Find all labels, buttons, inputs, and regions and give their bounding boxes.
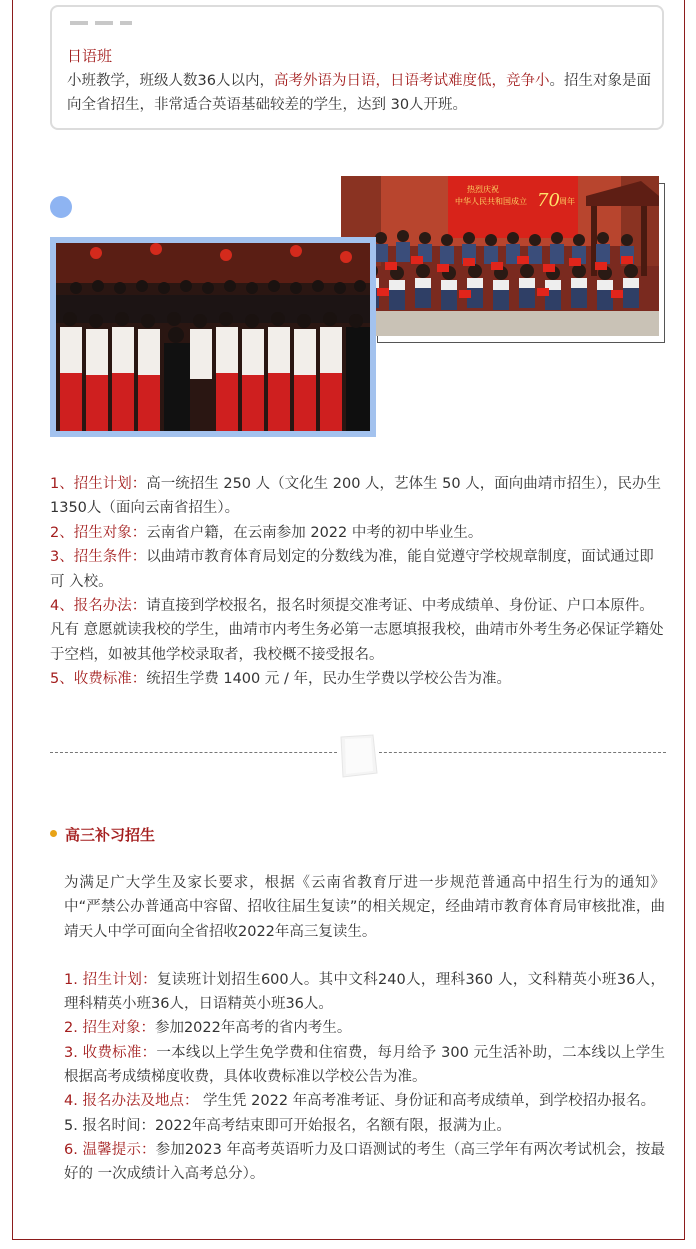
retake-item-label: 3. 收费标准：	[64, 1044, 157, 1061]
spacer	[64, 944, 665, 968]
retake-section-heading	[50, 824, 155, 846]
retake-heading-text: 高三补习招生	[65, 826, 156, 844]
description-text: 小班教学，班级人数36人以内，	[67, 73, 274, 89]
retake-item	[64, 1041, 665, 1090]
plan-item-label: 1、招生计划：	[50, 476, 147, 492]
japanese-class-title: 日语班	[67, 47, 113, 65]
paper-note-icon	[337, 733, 379, 779]
retake-item-text: 5. 报名时间：2022年高考结束即可开始报名，名额有限，报满为止。	[64, 1117, 511, 1134]
plan-item	[50, 594, 666, 667]
plan-item-label: 4、报名办法：	[50, 598, 147, 615]
plan-item	[50, 667, 666, 691]
decorative-dot	[50, 196, 72, 218]
retake-intro: 为满足广大学生及家长要求，根据《云南省教育厅进一步规范普通高中招生行为的通知》中“严禁公办普通高中容留、招收往届生复读”的相关规定，经曲靖市教育体育局审核批准，曲靖天人中学可面向全省招收2022年高三复读生。	[64, 875, 665, 940]
choir-photo	[56, 243, 370, 431]
retake-item-label: 1. 招生计划：	[64, 971, 158, 988]
bullet-dot	[50, 830, 57, 837]
retake-item	[64, 968, 665, 1017]
enrollment-plan	[50, 472, 666, 692]
japanese-class-description	[67, 69, 651, 117]
retake-item-text: 参加2022年高考的省内考生。	[154, 1020, 352, 1037]
banner-suffix: 周年	[559, 197, 575, 206]
retake-item	[64, 1114, 665, 1138]
plan-item-text: 高一统招生 250 人（文化生 200 人，艺体生 50 人，面向曲靖市招生），民办生1350人（面向云南省招生）。	[50, 476, 661, 517]
plan-item-text: 统招生学费 1400 元 / 年，民办生学费以学校公告为准。	[146, 671, 511, 688]
retake-item-label: 2. 招生对象：	[64, 1020, 155, 1037]
retake-item-label: 6. 温馨提示：	[64, 1141, 156, 1158]
japanese-class-card	[50, 5, 664, 130]
retake-item	[64, 1138, 665, 1187]
banner-line2: 中华人民共和国成立	[455, 197, 527, 206]
decorative-dashes	[70, 21, 139, 40]
plan-item-text: 以曲靖市教育体育局划定的分数线为准，能自觉遵守学校规章制度，面试通过即可 入校。	[50, 549, 654, 590]
plan-item-text: 云南省户籍，在云南参加 2022 中考的初中毕业生。	[146, 524, 483, 541]
banner-line1: 热烈庆祝	[467, 185, 499, 194]
retake-item-text: 学生凭 2022 年高考准考证、身份证和高考成绩单，到学校招办报名。	[198, 1093, 656, 1110]
retake-item	[64, 1089, 665, 1113]
students-flag-photo	[341, 176, 659, 336]
plan-item-label: 2、招生对象：	[50, 524, 147, 541]
plan-item	[50, 545, 666, 594]
description-highlight: 高考外语为日语，日语考试难度低，竞争小	[273, 73, 550, 89]
retake-item-text: 一本线以上学生免学费和住宿费，每月给予 300 元生活补助，二本线以上学生根据高考成绩梯度收费，具体收费标准以学校公告为准。	[64, 1044, 665, 1086]
plan-item-label: 5、收费标准：	[50, 671, 147, 688]
retake-item-text: 复读班计划招生600人。其中文科240人，理科360 人，文科精英小班36人， 理科精英小班36人，日语精英小班36人。	[64, 971, 665, 1013]
retake-item-text: 参加2023 年高考英语听力及口语测试的考生（高三学年有两次考试机会，按最好的 一次成绩计入高考总分）。	[64, 1141, 665, 1183]
retake-section-body	[64, 871, 665, 1187]
plan-item-label: 3、招生条件：	[50, 549, 147, 566]
plan-item	[50, 472, 666, 521]
retake-item	[64, 1016, 665, 1040]
plan-item-text: 请直接到学校报名，报名时须提交准考证、中考成绩单、身份证、户口本原件。凡有 意愿就读我校的学生，曲靖市内考生务必第一志愿填报我校，曲靖市外考生务必保证学籍处于空档，如被其他学校录取者，我校概不接受报名。	[50, 598, 664, 663]
retake-item-label: 4. 报名办法及地点：	[64, 1093, 199, 1110]
plan-item	[50, 521, 666, 545]
banner-number: 70	[537, 190, 560, 211]
description-text-end: 。招生对象是面向全省招生，非常适合英语基础较差的学生，达到 30人开班。	[67, 73, 652, 113]
